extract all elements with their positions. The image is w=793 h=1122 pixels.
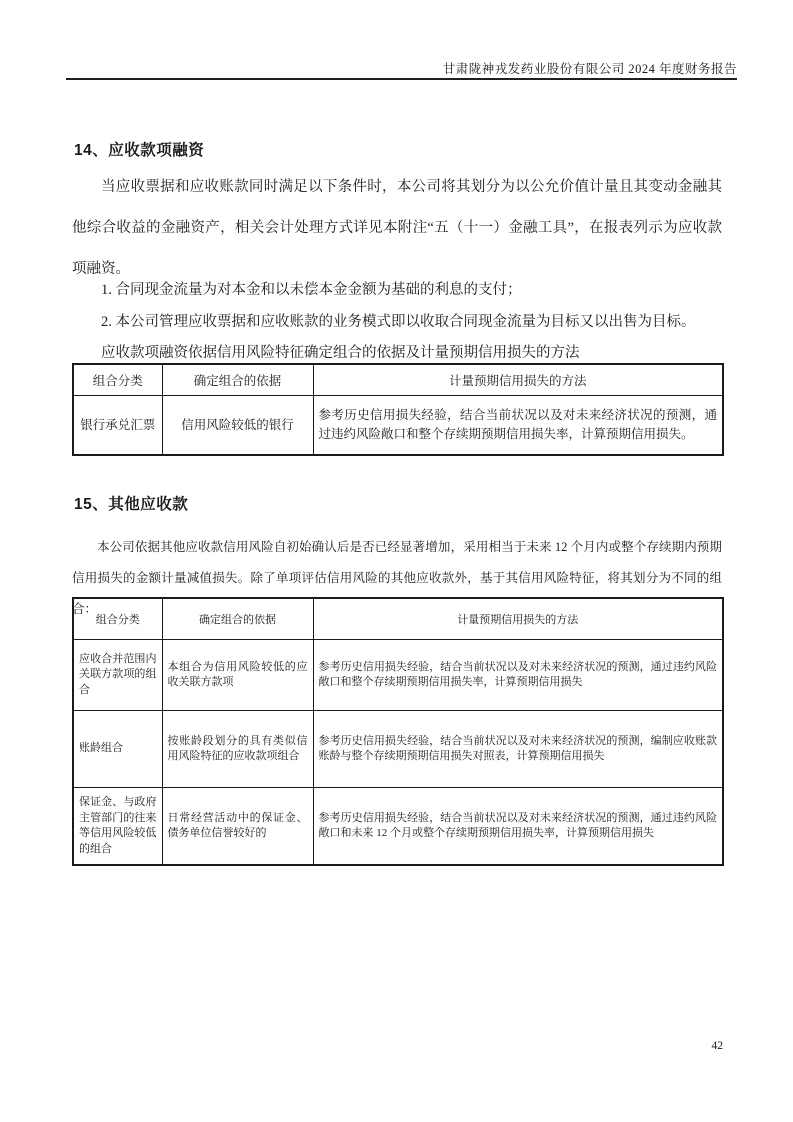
- column-header-basis: 确定组合的依据: [162, 364, 313, 396]
- column-header-method: 计量预期信用损失的方法: [313, 364, 723, 396]
- page-number: 42: [711, 1040, 723, 1052]
- receivables-financing-table: [72, 363, 724, 456]
- report-header-title: 甘肃陇神戎发药业股份有限公司 2024 年度财务报告: [442, 62, 737, 76]
- section-14-table-caption: 应收款项融资依据信用风险特征确定组合的依据及计量预期信用损失的方法: [101, 345, 580, 361]
- section-14-list: [72, 275, 722, 370]
- table-header-row: [73, 364, 723, 396]
- column-header-portfolio: 组合分类: [73, 364, 162, 396]
- cell-basis: 按账龄段划分的具有类似信用风险特征的应收款项组合: [162, 711, 313, 788]
- section-14-item-1: 1. 合同现金流量为对本金和以未偿本金金额为基础的利息的支付；: [101, 282, 522, 298]
- table-row: [73, 788, 723, 866]
- table-row: [73, 396, 723, 456]
- column-header-basis: 确定组合的依据: [162, 598, 313, 640]
- section-15-intro-paragraph: 本公司依据其他应收款信用风险自初始确认后是否已经显著增加，采用相当于未来 12 个月内或整个存续期内预期信用损失的金额计量减值损失。除了单项评估信用风险的其他应收款外，基于其信用风险特征，将其划分为不同的组合：: [72, 540, 722, 616]
- cell-method: 参考历史信用损失经验，结合当前状况以及对未来经济状况的预测，编制应收账款账龄与整个存续期预期信用损失对照表，计算预期信用损失: [313, 711, 723, 788]
- cell-basis: 本组合为信用风险较低的应收关联方款项: [162, 640, 313, 711]
- cell-portfolio: 保证金、与政府主管部门的往来等信用风险较低的组合: [73, 788, 162, 866]
- cell-method: 参考历史信用损失经验，结合当前状况以及对未来经济状况的预测，通过违约风险敞口和整个存续期预期信用损失率，计算预期信用损失。: [313, 396, 723, 456]
- cell-basis: 信用风险较低的银行: [162, 396, 313, 456]
- section-15-title: 15、其他应收款: [74, 496, 189, 513]
- column-header-method: 计量预期信用损失的方法: [313, 598, 723, 640]
- table-row: [73, 640, 723, 711]
- cell-method: 参考历史信用损失经验，结合当前状况以及对未来经济状况的预测，通过违约风险敞口和未来 12 个月或整个存续期预期信用损失率，计算预期信用损失: [313, 788, 723, 866]
- cell-basis: 日常经营活动中的保证金、债务单位信誉较好的: [162, 788, 313, 866]
- cell-portfolio: 账龄组合: [73, 711, 162, 788]
- section-14-title: 14、应收款项融资: [74, 142, 205, 159]
- other-receivables-table: [72, 597, 724, 866]
- header-divider-line: [66, 78, 737, 80]
- table-header-row: [73, 598, 723, 640]
- column-header-portfolio: 组合分类: [73, 598, 162, 640]
- section-14-intro-paragraph: 当应收票据和应收账款同时满足以下条件时，本公司将其划分为以公允价值计量且其变动金融其他综合收益的金融资产，相关会计处理方式详见本附注“五（十一）金融工具”，在报表列示为应收款项融资。: [72, 179, 722, 277]
- table-row: [73, 711, 723, 788]
- cell-method: 参考历史信用损失经验，结合当前状况以及对未来经济状况的预测，通过违约风险敞口和整个存续期预期信用损失率，计算预期信用损失: [313, 640, 723, 711]
- cell-portfolio: 应收合并范围内关联方款项的组合: [73, 640, 162, 711]
- cell-portfolio: 银行承兑汇票: [73, 396, 162, 456]
- section-14-item-2: 2. 本公司管理应收票据和应收账款的业务模式即以收取合同现金流量为目标又以出售为目标。: [101, 313, 696, 330]
